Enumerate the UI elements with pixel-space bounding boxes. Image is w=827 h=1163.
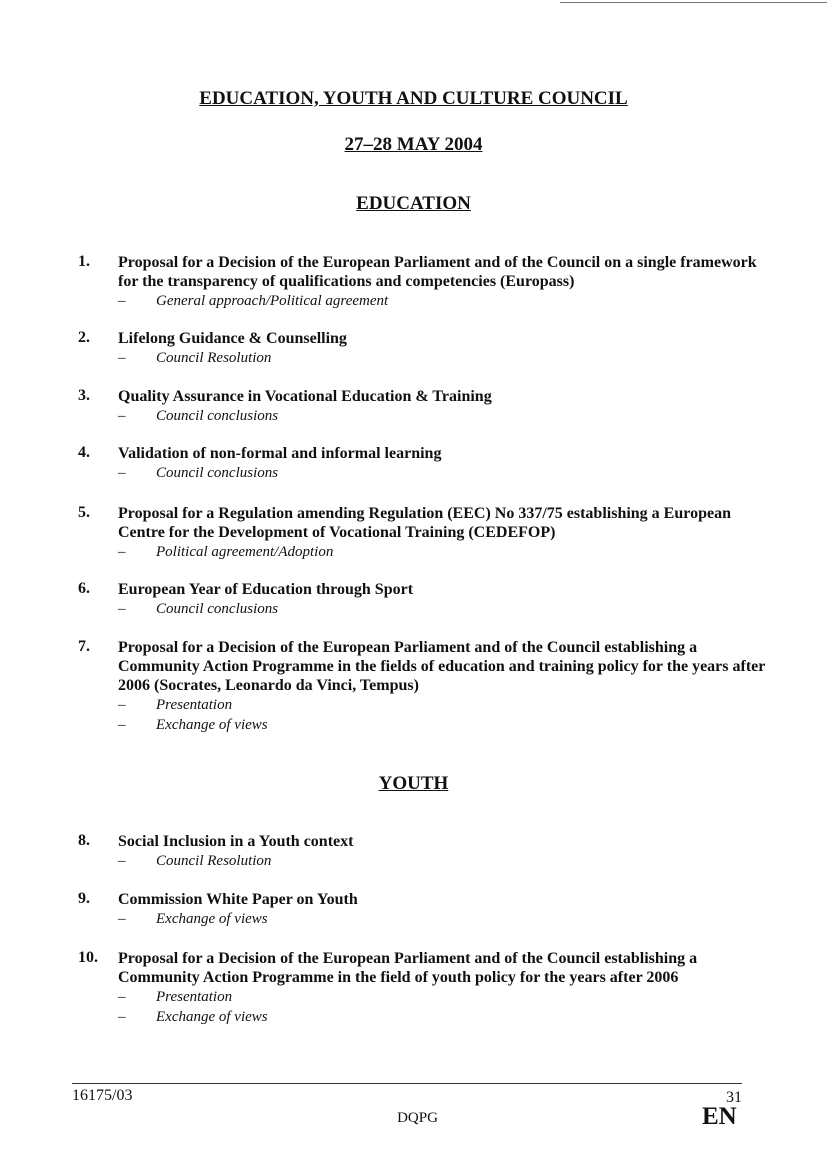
agenda-item	[78, 580, 778, 619]
item-number: 2.	[78, 329, 90, 346]
page-number: 31	[726, 1089, 742, 1106]
subpoint-text: General approach/Political agreement	[156, 293, 389, 309]
top-rule	[560, 2, 827, 3]
council-heading: EDUCATION, YOUTH AND CULTURE COUNCIL	[199, 88, 628, 109]
item-subpoint: – General approach/Political agreement	[118, 293, 389, 309]
item-subpoint: – Council conclusions	[118, 465, 279, 481]
item-subpoint: – Presentation	[118, 989, 233, 1005]
item-number: 1.	[78, 253, 90, 270]
subpoint-text: Exchange of views	[156, 911, 268, 927]
subpoint-text: Council conclusions	[156, 601, 279, 617]
agenda-item	[78, 890, 778, 929]
document-reference: 16175/03	[72, 1087, 133, 1104]
item-title: Validation of non-formal and informal learning	[118, 445, 442, 462]
subpoint-text: Exchange of views	[156, 717, 268, 733]
agenda-item	[78, 444, 778, 483]
item-title: Proposal for a Decision of the European Parliament and of the Council on a single framework for the transparency of qualifications and competencies (Europass)	[118, 254, 757, 290]
item-subpoint: – Political agreement/Adoption	[118, 544, 334, 560]
subpoint-text: Council Resolution	[156, 350, 272, 366]
item-number: 9.	[78, 890, 90, 907]
section-heading-education: EDUCATION	[356, 193, 471, 214]
item-number: 5.	[78, 504, 90, 521]
item-subpoint: – Exchange of views	[118, 1009, 268, 1025]
meeting-date: 27–28 MAY 2004	[344, 134, 483, 155]
subpoint-text: Council Resolution	[156, 853, 272, 869]
agenda-item	[78, 832, 778, 871]
item-subpoint: – Council Resolution	[118, 853, 272, 869]
agenda-item	[78, 504, 778, 562]
footer-rule	[72, 1083, 742, 1084]
item-title: European Year of Education through Sport	[118, 581, 414, 598]
subpoint-text: Council conclusions	[156, 465, 279, 481]
department-code: DQPG	[397, 1110, 438, 1126]
item-subpoint: – Council conclusions	[118, 601, 279, 617]
item-title: Proposal for a Regulation amending Regulation (EEC) No 337/75 establishing a European Centre for the Development of Vocational Training (CEDEFOP)	[118, 505, 731, 541]
item-number: 7.	[78, 638, 90, 655]
agenda-item	[78, 329, 778, 368]
item-title: Commission White Paper on Youth	[118, 891, 358, 908]
subpoint-text: Council conclusions	[156, 408, 279, 424]
subpoint-text: Exchange of views	[156, 1009, 268, 1025]
agenda-item	[78, 387, 778, 426]
section-heading-youth: YOUTH	[378, 773, 449, 794]
item-number: 6.	[78, 580, 90, 597]
item-number: 4.	[78, 444, 90, 461]
item-number: 8.	[78, 832, 90, 849]
agenda-item	[78, 253, 778, 311]
subpoint-text: Presentation	[156, 989, 233, 1005]
item-subpoint: – Presentation	[118, 697, 233, 713]
item-title: Quality Assurance in Vocational Education & Training	[118, 388, 492, 405]
item-subpoint: – Council conclusions	[118, 408, 279, 424]
item-subpoint: – Council Resolution	[118, 350, 272, 366]
language-code: EN	[702, 1103, 737, 1130]
agenda-item	[78, 638, 778, 735]
subpoint-text: Political agreement/Adoption	[156, 544, 334, 560]
item-subpoint: – Exchange of views	[118, 911, 268, 927]
item-title: Social Inclusion in a Youth context	[118, 833, 354, 850]
item-number: 3.	[78, 387, 90, 404]
subpoint-text: Presentation	[156, 697, 233, 713]
item-number: 10.	[78, 949, 98, 966]
item-subpoint: – Exchange of views	[118, 717, 268, 733]
item-title: Proposal for a Decision of the European Parliament and of the Council establishing a Community Action Programme in the field of youth policy for the years after 2006	[118, 950, 698, 986]
item-title: Lifelong Guidance & Counselling	[118, 330, 347, 347]
item-title: Proposal for a Decision of the European Parliament and of the Council establishing a Community Action Programme in the fields of education and training policy for the years after 2006 (Socrates, Leonardo da Vinci, Tempus)	[118, 639, 766, 694]
agenda-item	[78, 949, 778, 1027]
